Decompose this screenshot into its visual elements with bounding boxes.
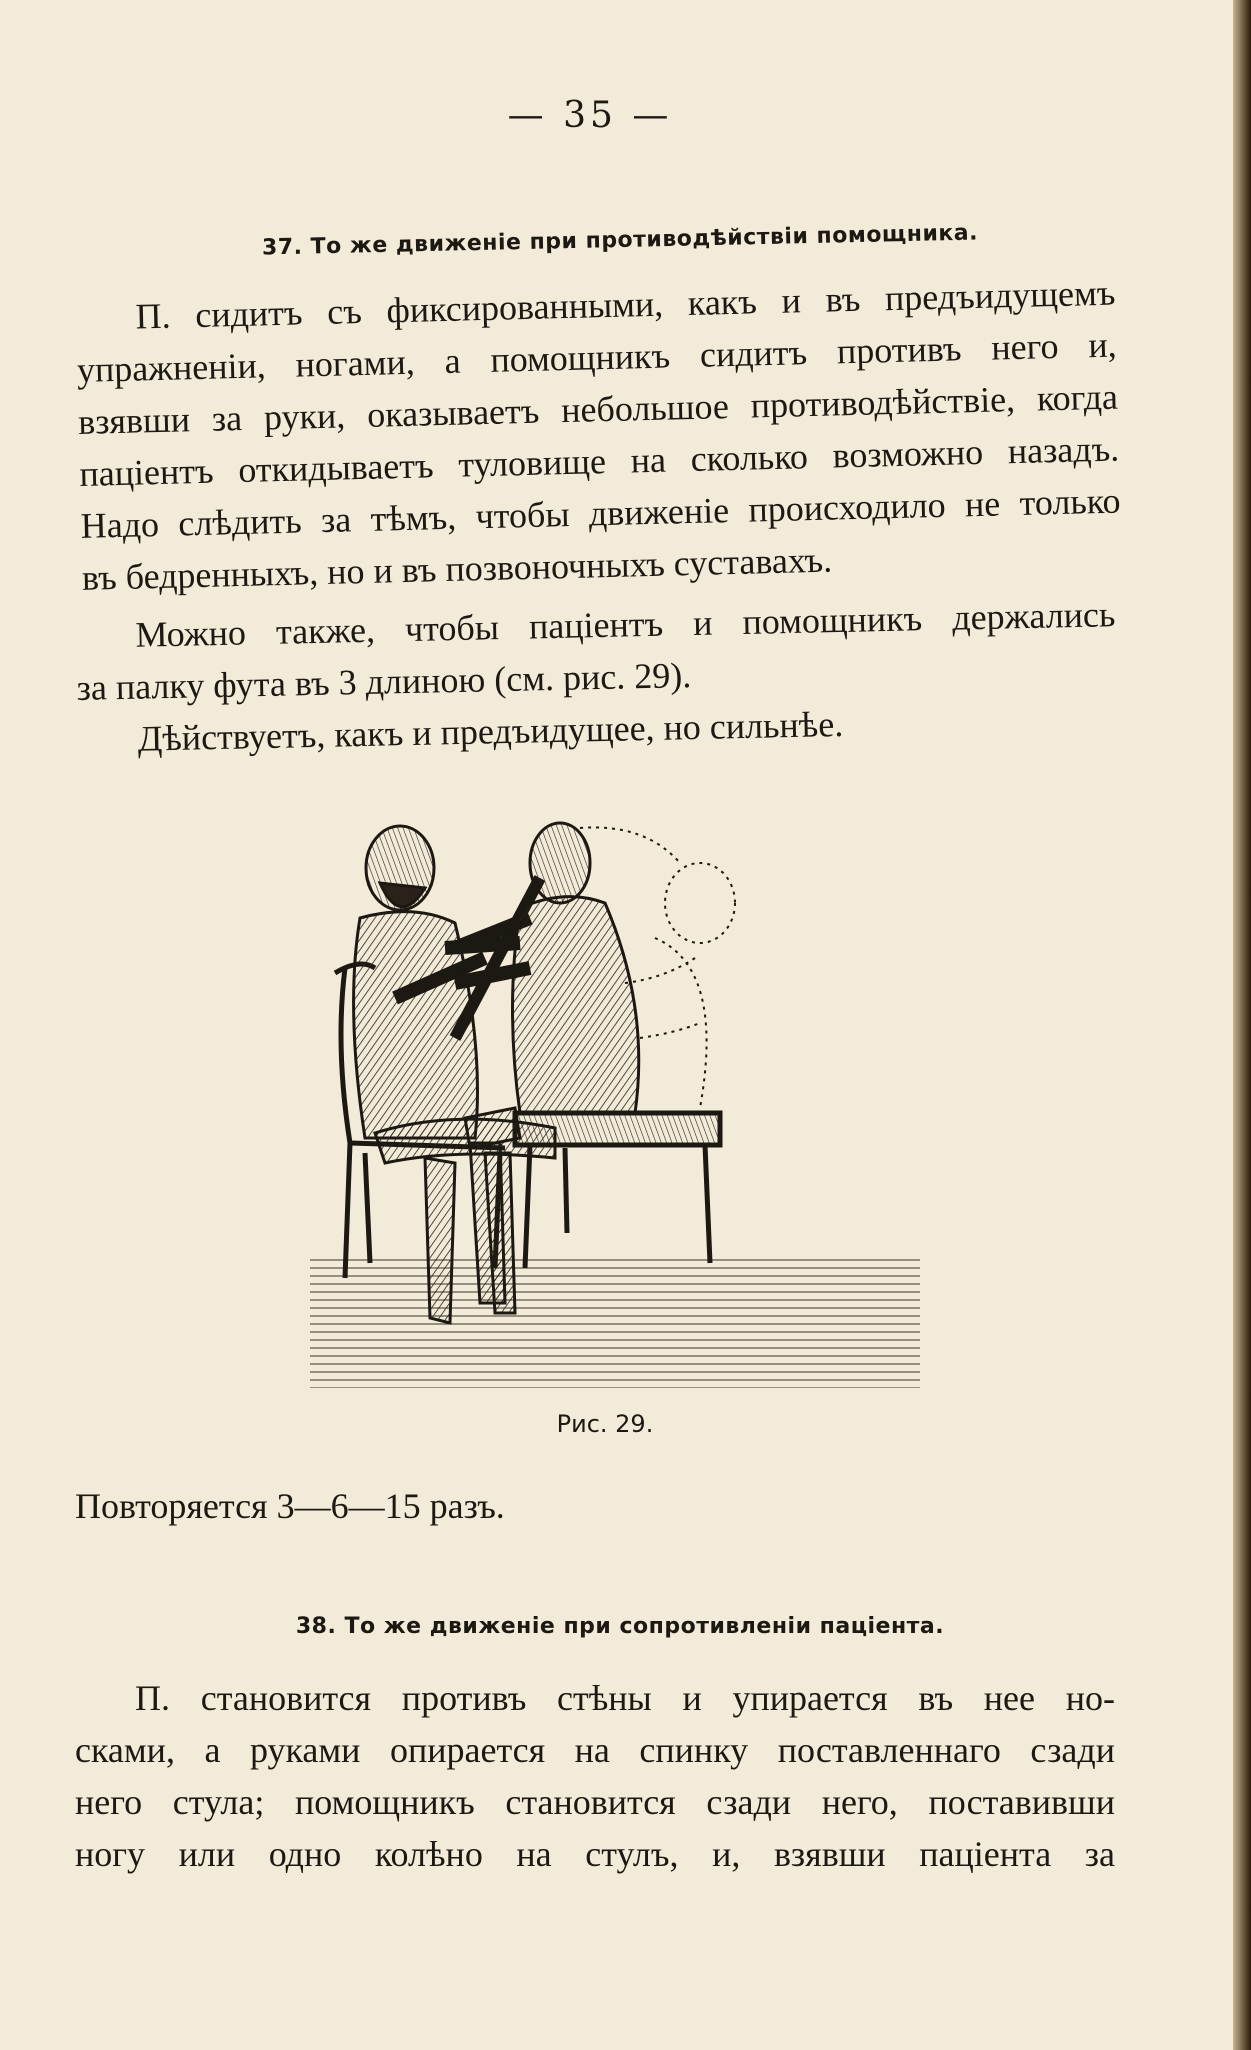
text-line: паціентъ откидываетъ туловище на сколько возможно назадъ. <box>78 428 1120 494</box>
repeat-text: Повторяется 3—6—15 разъ. <box>75 1486 505 1526</box>
repeat-text-block <box>75 1480 1115 1532</box>
text-line: П. становится противъ стѣны и упирается въ нее но- <box>135 1678 1115 1718</box>
text-line: взявши за руки, оказываетъ небольшое противодѣйствіе, когда <box>77 376 1119 442</box>
section-37-paragraph-2 <box>75 588 1118 766</box>
figure-caption: Рис. 29. <box>556 1410 654 1438</box>
text-line: упражненіи, ногами, а помощникъ сидитъ противъ него и, <box>76 324 1118 390</box>
section-37-paragraph-1 <box>75 267 1122 604</box>
text-line: него стула; помощникъ становится сзади него, поставивши <box>75 1782 1115 1822</box>
section-38-paragraph-1 <box>75 1672 1115 1880</box>
text-line: въ бедренныхъ, но и въ позвоночныхъ суставахъ. <box>81 539 833 598</box>
text-line: сками, а руками опирается на спинку поставленнаго сзади <box>75 1730 1115 1770</box>
section-38-heading: 38. То же движеніе при сопротивленіи паціента. <box>295 1614 945 1639</box>
floor-hatching <box>310 1253 920 1388</box>
section-37-heading: 37. То же движеніе при противодѣйствіи помощника. <box>261 220 979 261</box>
text-line: ногу или одно колѣно на стулъ, и, взявши паціента за <box>75 1834 1115 1874</box>
page-edge-shadow <box>1233 0 1251 2050</box>
text-line: Можно также, чтобы паціентъ и помощникъ держались <box>135 594 1116 655</box>
text-line: за палку фута въ 3 длиною (см. рис. 29). <box>76 655 692 708</box>
text-line: П. сидитъ съ фиксированными, какъ и въ предъидущемъ <box>135 272 1116 337</box>
figure-29-engraving <box>305 808 930 1393</box>
text-line: Надо слѣдить за тѣмъ, чтобы движеніе происходило не только <box>80 480 1121 546</box>
section-37-paragraph-3: Дѣйствуетъ, какъ и предъидущее, но сильнѣе. <box>137 703 844 759</box>
page-number: — 35 — <box>507 95 673 136</box>
